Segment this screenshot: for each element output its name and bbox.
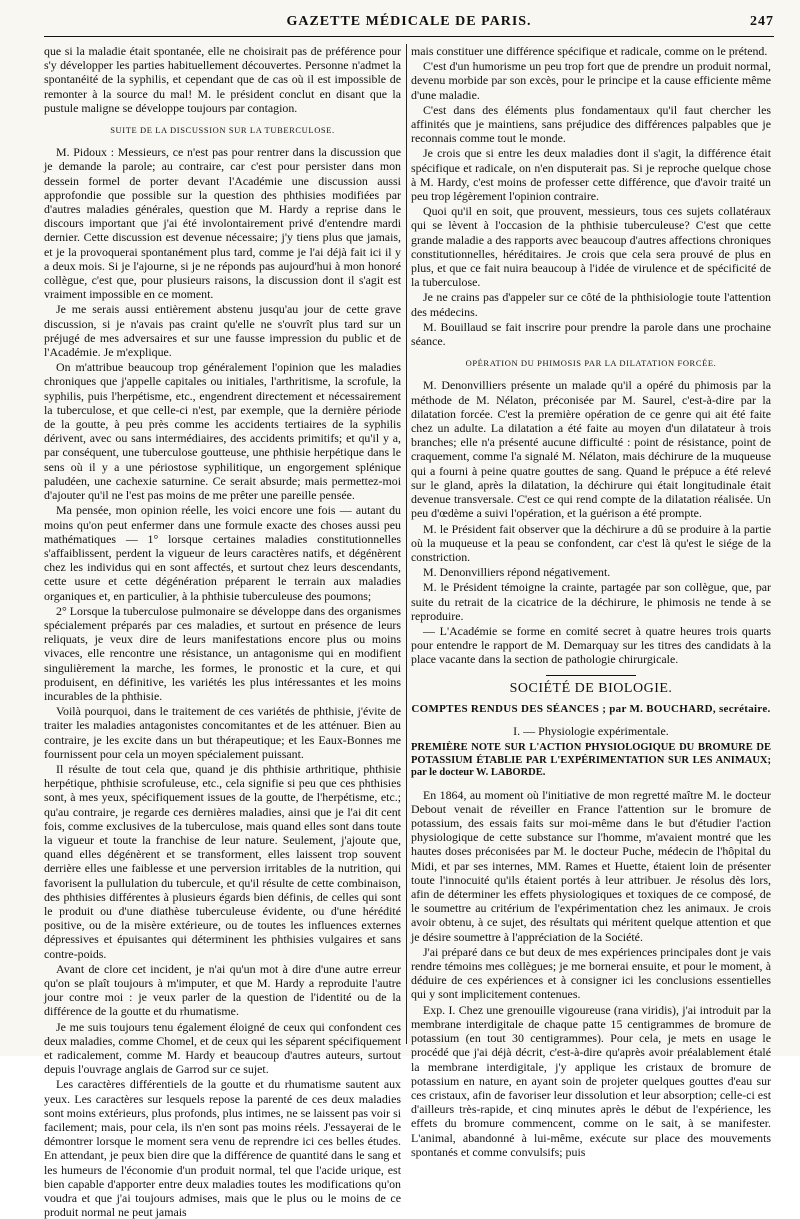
article-title: PREMIÈRE NOTE SUR L'ACTION PHYSIOLOGIQUE DU BROMURE DE POTASSIUM ÉTABLIE PAR L'EXPÉRIMENTATION SUR LES ANIMAUX; par le docteur W. LABORDE. xyxy=(411,742,771,779)
paragraph: Je me serais aussi entièrement abstenu jusqu'au jour de cette grave discussion, si je n'avais pas craint qu'elle ne s'ouvrît plus tard sur un préjugé de mes adversaires et sur une fausse impression du public et de l'Académie. Je m'explique. xyxy=(44,302,401,360)
paragraph: Voilà pourquoi, dans le traitement de ces variétés de phthisie, j'évite de traiter les maladies antagonistes concomitantes et de les atténuer. Bien au contraire, je les excite dans un but thérapeutique; et les Eaux-Bonnes me fournissent pour cela un moyen spécialement puissant. xyxy=(44,704,401,761)
report-byline: COMPTES RENDUS DES SÉANCES ; par M. BOUCHARD, secrétaire. xyxy=(411,702,771,715)
paragraph: Quoi qu'il en soit, que prouvent, messieurs, tous ces sujets collatéraux qui se lèvent à l'occasion de la phthisie tuberculeuse? C'est que cette grande maladie a des rapports avec beaucoup d'autres affections chroniques constitutionnelles, héréditaires. Je crois que cela sera prouvé de plus en plus, et que ce fait nuira beaucoup à l'idée de virulence et de spécificité de la tuberculose. xyxy=(411,204,771,290)
paragraph: M. le Président témoigne la crainte, partagée par son collègue, que, par suite du retrait de la cicatrice de la déchirure, le phimosis ne tende à se reproduire. xyxy=(411,580,771,623)
paragraph: Ma pensée, mon opinion réelle, les voici encore une fois — autant du moins qu'on peut enfermer dans une formule exacte des choses aussi peu mathématiques — 1° lorsque certaines maladies constitutionnelles s'affaiblissent, perdent la vigueur de leurs caractères natifs, et dégénèrent chez les individus qui en sont affectés, et surtout chez leurs descendants, cette usure et cette dégénération préparent le terrain aux maladies organiques et, en particulier, à la phthisie tuberculeuse des poumons; xyxy=(44,503,401,603)
page-number: 247 xyxy=(750,14,774,29)
paragraph: M. Denonvilliers répond négativement. xyxy=(423,565,611,580)
paragraph: Les caractères différentiels de la goutte et du rhumatisme sautent aux yeux. Les caractères sur lesquels repose la parenté de ces deux maladies sont moins extérieurs, plus profonds, plus intimes, ne se laissent pas voir si facilement; mais, pour cela, ils n'en sont pas moins réels. J'essayerai de le démontrer lorsque le moment sera venu de reprendre ici ces belles études. En attendant, je peux bien dire que la différence de quantité dans le sang et les humeurs de l'économie d'un produit normal, tel que l'acide urique, est bien capable d'apporter entre deux maladies toutes les modifications qu'on voudra et que j'ai toujours admises, mais que le plus ou le moins de ce produit normal ne peut jamais xyxy=(44,1077,402,1219)
section-subheading: OPÉRATION DU PHIMOSIS PAR LA DILATATION FORCÉE. xyxy=(465,358,717,369)
paragraph: M. le Président fait observer que la déchirure a dû se produire à la partie où la muqueuse et la peau se confondent, car c'est là qu'est le siége de la constriction. xyxy=(411,521,771,564)
paragraph: M. Pidoux : Messieurs, ce n'est pas pour rentrer dans la discussion que je demande la parole; au contraire, car c'est pour persister dans mon dessein formel de porter devant l'Académie une discussion aussi approfondie que possible sur la question des phthisies modifiées par d'autres maladies générales, question que M. Hardy a reprise dans le discours important que j'ai été involontairement privé d'entendre mardi dernier. Cette discussion est devenue nécessaire; j'y tiens plus que jamais, et je la provoquerai spontanément plus tard, comme je l'ai déjà fait ici il y a deux mois. Si je l'ajourne, si je ne réponds pas aujourd'hui à mon honoré collègue, c'est que, pour plusieurs raisons, la discussion dont il s'agit est vraiment impossible en ce moment. xyxy=(44,145,401,302)
paragraph: M. Denonvilliers présente un malade qu'il a opéré du phimosis par la méthode de M. Nélaton, préconisée par M. Saurel, c'est-à-dire par la dilatation forcée. C'est la première opération de ce genre qui ait été faite chez un adulte. La dilatation a été faite au moyen d'un dilatateur à trois branches; elle n'a présenté aucune difficulté : point de résistance, point de craquement, comme l'a signalé M. Nélaton, mais déchirure de la muqueuse qui a fourni à peine quatre gouttes de sang. Quand le prépuce a été relevé sur le gland, après la dilatation, la déchirure qui était longitudinale était devenue transversale. C'est ce qui rend compte de la dilatation réalisée. Un peu d'œdème a suivi l'opération, et la guérison a été prompte. xyxy=(411,378,771,521)
paragraph: Je me suis toujours tenu également éloigné de ceux qui confondent ces deux maladies, comme Chomel, et de ceux qui les séparent spécifiquement et radicalement, comme M. Hardy et beaucoup d'autres auteurs, surtout depuis l'ouvrage anglais de Garrod sur ce sujet. xyxy=(44,1019,401,1077)
paragraph: Avant de clore cet incident, je n'ai qu'un mot à dire d'une autre erreur qu'on se plaît toujours à m'imputer, et que M. Hardy a reproduite l'autre jour contre moi : je veux parler de la question de l'identité ou de la différence de la goutte et du rhumatisme. xyxy=(44,961,401,1019)
paragraph: M. Bouillaud se fait inscrire pour prendre la parole dans une prochaine séance. xyxy=(411,319,771,349)
paragraph: Je crois que si entre les deux maladies dont il s'agit, la différence était spécifique et radicale, on n'en disputerait pas. Si je reproche quelque chose à M. Hardy, c'est moins de professer cette différence, que d'avoir traité un peu trop légèrement l'opinion contraire. xyxy=(411,146,771,204)
header-rule xyxy=(44,36,774,37)
publication-title: GAZETTE MÉDICALE DE PARIS. xyxy=(286,14,532,29)
page-header xyxy=(44,14,774,36)
paragraph: Il résulte de tout cela que, quand je dis phthisie arthritique, phthisie herpétique, phthisie scrofuleuse, etc., cela signifie si peu que ces phthisies sont, à mes yeux, spécifiquement issues de la goutte, de l'herpétisme, etc.; qu'au contraire, je regarde ces dernières maladies, ainsi que je l'ai dit cent fois, comme exclusives de la tuberculose, mais quand elles sont dans toute la vigueur et toute la franchise de leur nature. Seulement, j'ajoute que, quand elles dégénèrent et se transforment, elles laissent trop souvent derrière elles une faiblesse et une perversion irritables de la nutrition, qui favorisent la pullulation du tubercule, et qu'il résulte de cette combinaison, des phthisies différentes à plusieurs égards bien définis, de celles qui sont le produit ou d'une diathèse tuberculeuse évidente, ou d'une hérédité positive, ou de la misère extérieure, ou de toutes les influences externes dépressives et épuisantes qui déterminent les phthisies vulgaires et sans contre-poids. xyxy=(44,761,401,961)
paragraph: J'ai préparé dans ce but deux de mes expériences principales dont je vais rendre témoins mes collègues; je me bornerai ensuite, et pour le moment, à déduire de ces expériences et à consigner ici les conclusions essentielles qui y sont implicitement contenues. xyxy=(411,944,771,1002)
paragraph: que si la maladie était spontanée, elle ne choisirait pas de préférence pour s'y développer les parties habituellement découvertes. Personne n'admet la spontanéité de la syphilis, et cependant que de cas où il est impossible de remonter à la source du mal! M. le président conclut en disant que la pustule maligne se développe toujours par contagion. xyxy=(44,44,401,115)
section-separator xyxy=(546,675,636,676)
paragraph: On m'attribue beaucoup trop généralement l'opinion que les maladies chroniques que j'appelle capitales ou initiales, l'arthritisme, la scrofule, la syphilis, puis l'herpétisme, etc., engendrent directement et nécessairement la tuberculose, et que celle-ci n'est, par exemple, que la dernière période de la goutte, à peu près comme les accidents tertiaires de la syphilis dérivent, avec ou sans intermédiaires, des accidents primitifs; et qu'il y a, par conséquent, une tuberculose goutteuse, une phthisie herpétique dans le sens où il y a une périostose syphilitique, un engorgement splénique paludéen, une cachexie saturnine. Ce serait absurde; mais permettez-moi d'ajouter qu'il ne l'est pas moins de me prêter une pareille pensée. xyxy=(44,360,401,503)
paragraph: En 1864, au moment où l'initiative de mon regretté maître M. le docteur Debout venait de réveiller en France l'attention sur le bromure de potassium, des essais faits sur moi-même dans le but d'étudier l'action physiologique de cette substance sur l'homme, m'avaient montré que les hautes doses préconisées par M. le docteur Puche, médecin de l'hôpital du Midi, et par ses internes, MM. Rames et Huette, étaient loin de présenter toute l'innocuité qu'ils étaient portés à leur attribuer. Je résolus dès lors, afin de déterminer les effets physiologiques et toxiques de ce composé, de le soumettre au critérium de l'expérimentation chez les animaux. Je crois avoir obtenu, à ce sujet, des résultats qui méritent quelque attention et que je désire soumettre à l'appréciation de la Société. xyxy=(411,787,771,944)
column-divider xyxy=(406,44,407,1044)
paragraph: 2° Lorsque la tuberculose pulmonaire se développe dans des organismes spécialement préparés par ces maladies, et surtout en présence de leurs reliquats, je veux dire de leurs manifestations encore plus ou moins vivaces, elle rencontre une résistance, un antagonisme qui en modifient singulièrement la marche, les formes, le pronostic et la cure, et qui produisent, en définitive, les variétés les plus intéressantes et les moins incurables de la phthisie. xyxy=(44,603,401,703)
paragraph: Exp. I. Chez une grenouille vigoureuse (rana viridis), j'ai introduit par la membrane interdigitale de chaque patte 15 centigrammes de bromure de potassium (en tout 30 centigrammes). Pour cela, je mets en usage le procédé que j'ai déjà décrit, c'est-à-dire qu'après avoir préalablement étalé la membrane interdigitale, j'y applique les cristaux de bromure de potassium en nature, en ayant soin de projeter quelques gouttes d'eau sur ces cristaux, afin de favoriser leur dissolution et leur absorption; celle-ci est d'ailleurs très-rapide, et cinq minutes après le début de l'expérience, les effets du bromure commencent, comme on le sait, à se manifester. L'animal, abandonné à lui-même, exécute sur place des mouvements spontanés et comme convulsifs; puis xyxy=(411,1002,771,1159)
numbered-heading: I. — Physiologie expérimentale. xyxy=(513,723,669,738)
society-heading: SOCIÉTÉ DE BIOLOGIE. xyxy=(509,680,673,696)
section-subheading: SUITE DE LA DISCUSSION SUR LA TUBERCULOSE. xyxy=(110,125,335,136)
paragraph: Je ne crains pas d'appeler sur ce côté de la phthisiologie toute l'attention des médecins. xyxy=(411,290,771,319)
paragraph: C'est dans des éléments plus fondamentaux qu'il faut chercher les affinités que je maintiens, sans préjudice des différences palpables que je reconnais comme tout le monde. xyxy=(411,102,771,146)
left-column xyxy=(44,44,402,1219)
paragraph: C'est d'un humorisme un peu trop fort que de prendre un produit normal, devenu morbide par son excès, pour le principe et la cause efficiente même d'une maladie. xyxy=(411,59,771,102)
right-column xyxy=(411,44,771,1159)
paragraph: — L'Académie se forme en comité secret à quatre heures trois quarts pour entendre le rapport de M. Demarquay sur les titres des candidats à la place vacante dans la section de pathologie chirurgicale. xyxy=(411,623,771,667)
paragraph: mais constituer une différence spécifique et radicale, comme on le prétend. xyxy=(411,44,768,58)
